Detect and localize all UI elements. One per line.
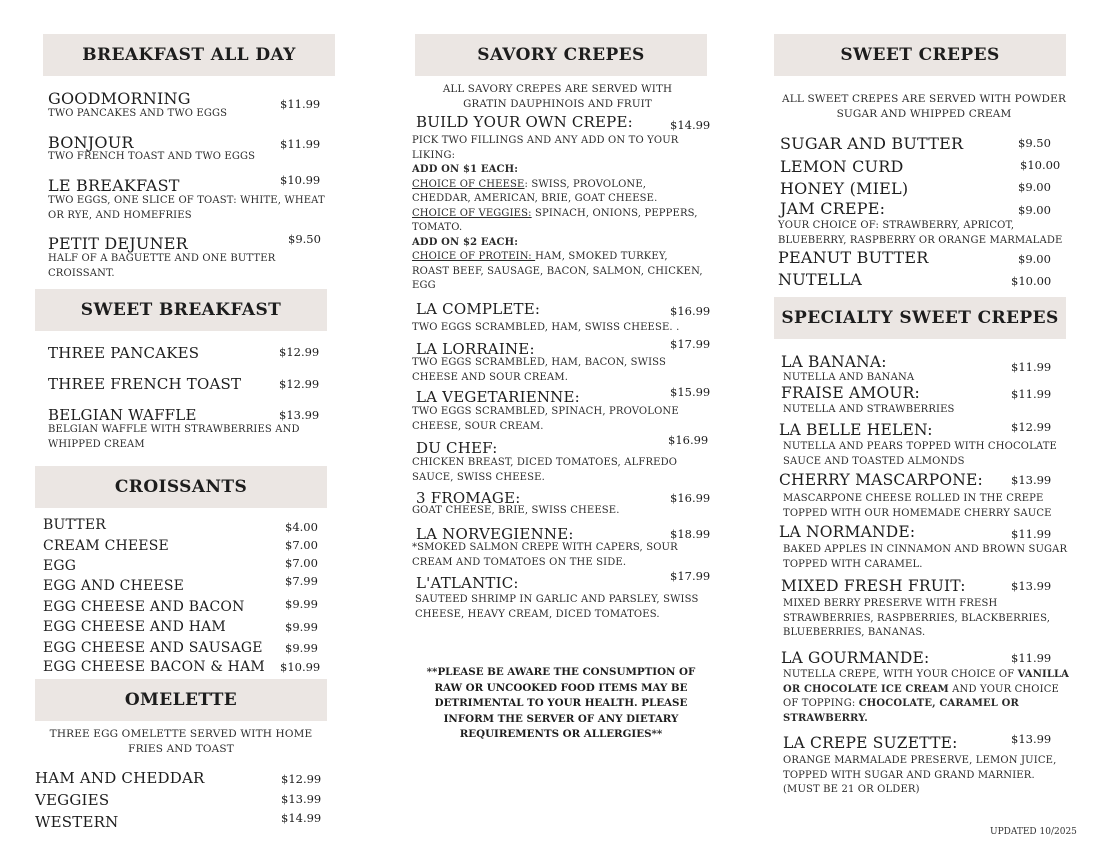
menu-item-name: VEGGIES (35, 791, 110, 809)
menu-item-desc: TWO EGGS, ONE SLICE OF TOAST: WHITE, WHEAT OR RYE, AND HOMEFRIES (48, 195, 325, 221)
menu-item-price: $9.00 (1018, 203, 1051, 217)
menu-item-desc: TWO EGGS SCRAMBLED, HAM, SWISS CHEESE. . (412, 322, 680, 333)
menu-item-name: EGG CHEESE AND SAUSAGE (43, 640, 263, 656)
veggie-choice (412, 207, 707, 236)
menu-item-desc: GOAT CHEESE, BRIE, SWISS CHEESE. (412, 505, 620, 516)
menu-item-name: JAM CREPE: (780, 199, 886, 218)
menu-item-price: $11.99 (1011, 360, 1052, 374)
menu-item-price: $18.99 (670, 527, 711, 541)
menu-item-price: $14.99 (281, 811, 322, 825)
menu-item-price: $9.50 (288, 232, 321, 246)
cheese-label: CHOICE OF CHEESE (412, 178, 525, 190)
menu-item-price: $12.99 (279, 345, 320, 359)
menu-item-price: $12.99 (281, 772, 322, 786)
gourmande-desc-b: VANILLA OR CHOCOLATE ICE CREAM (783, 669, 1070, 695)
menu-item-name: PEANUT BUTTER (778, 248, 929, 267)
menu-item-price: $10.99 (280, 173, 321, 187)
protein-choice (412, 250, 707, 294)
menu-item-price: $10.00 (1020, 158, 1061, 172)
menu-item-desc: TWO EGGS SCRAMBLED, SPINACH, PROVOLONE CHEESE, SOUR CREAM. (412, 406, 679, 432)
omelette-subtitle: THREE EGG OMELETTE SERVED WITH HOME FRIES AND TOAST (49, 728, 313, 755)
menu-item-name: EGG AND CHEESE (43, 578, 185, 594)
specialty-header (774, 297, 1066, 339)
menu-item-name: BONJOUR (48, 133, 134, 152)
menu-item-price: $11.99 (1011, 651, 1052, 665)
menu-item-price: $17.99 (670, 569, 711, 583)
menu-item-name: EGG (43, 558, 77, 574)
savory-subtitle: ALL SAVORY CREPES ARE SERVED WITH GRATIN DAUPHINOIS AND FRUIT (442, 83, 673, 110)
sweet-subtitle: ALL SWEET CREPES ARE SERVED WITH POWDER SUGAR AND WHIPPED CREAM (781, 93, 1066, 120)
menu-item-desc: SAUTEED SHRIMP IN GARLIC AND PARSLEY, SWISS CHEESE, HEAVY CREAM, DICED TOMATOES. (415, 594, 699, 620)
menu-item-desc: ORANGE MARMALADE PRESERVE, LEMON JUICE, TOPPED WITH SUGAR AND GRAND MARNIER. (MUST BE 21 OR OLDER) (783, 755, 1057, 795)
omelette-title: OMELETTE (124, 690, 238, 710)
cheese-choice (412, 178, 707, 207)
menu-item-desc (783, 668, 1075, 726)
menu-item-desc: HALF OF A BAGUETTE AND ONE BUTTER CROISSANT. (48, 253, 276, 279)
menu-item-desc: TWO PANCAKES AND TWO EGGS (48, 108, 228, 119)
menu-item-desc: MIXED BERRY PRESERVE WITH FRESH STRAWBERRIES, RASPBERRIES, BLACKBERRIES, BLUEBERRIES, BANANAS. (783, 598, 1051, 638)
add-on-2-label: ADD ON $2 EACH: (412, 236, 519, 248)
menu-item-price: $16.99 (670, 304, 711, 318)
menu-item-name: LA LORRAINE: (416, 340, 535, 358)
menu-item-name: LE BREAKFAST (48, 176, 180, 195)
menu-item-name: GOODMORNING (48, 89, 191, 108)
menu-item-price: $9.50 (1018, 136, 1051, 150)
menu-item-name: CHERRY MASCARPONE: (779, 471, 983, 489)
sweet-header (774, 34, 1066, 76)
menu-item-price: $15.99 (670, 385, 711, 399)
specialty-title: SPECIALTY SWEET CREPES (781, 308, 1059, 328)
menu-item-price: $9.99 (285, 597, 318, 611)
menu-item-price: $9.00 (1018, 180, 1051, 194)
menu-item-price: $11.99 (280, 137, 321, 151)
menu-item-price: $16.99 (670, 491, 711, 505)
menu-item-price: $11.99 (1011, 387, 1052, 401)
menu-item-name: 3 FROMAGE: (416, 489, 521, 507)
menu-item-price: $13.99 (1011, 473, 1052, 487)
menu-item-name: WESTERN (35, 813, 119, 831)
menu-item-price: $13.99 (1011, 732, 1052, 746)
menu-item-name: LA BELLE HELEN: (779, 421, 933, 439)
menu-item-desc: MASCARPONE CHEESE ROLLED IN THE CREPE TOPPED WITH OUR HOMEMADE CHERRY SAUCE (783, 493, 1052, 519)
breakfast-title: BREAKFAST ALL DAY (82, 45, 296, 65)
menu-item-desc: NUTELLA AND STRAWBERRIES (783, 404, 955, 415)
menu-item-price: $7.00 (285, 556, 318, 570)
menu-item-name: EGG CHEESE BACON & HAM (43, 659, 265, 675)
sweet-breakfast-header (35, 289, 327, 331)
menu-item-price: $17.99 (670, 337, 711, 351)
menu-item-desc: NUTELLA AND BANANA (783, 372, 915, 383)
menu-item-name: NUTELLA (778, 270, 863, 289)
menu-item-name: MIXED FRESH FRUIT: (781, 577, 966, 595)
menu-item-price: $11.99 (1011, 527, 1052, 541)
menu-item-name: LA BANANA: (781, 353, 887, 371)
menu-item-name: HONEY (MIEL) (780, 179, 909, 198)
protein-text: HAM, SMOKED TURKEY, ROAST BEEF, SAUSAGE, BACON, SALMON, CHICKEN, EGG (412, 251, 703, 291)
menu-item-name: L'ATLANTIC: (416, 574, 519, 592)
menu-item-price: $11.99 (280, 97, 321, 111)
menu-item-name: LA CREPE SUZETTE: (783, 734, 958, 752)
menu-item-price: $12.99 (1011, 420, 1052, 434)
add-on-1-label: ADD ON $1 EACH: (412, 164, 519, 175)
omelette-header (35, 679, 327, 721)
menu-item-desc: BELGIAN WAFFLE WITH STRAWBERRIES AND WHIPPED CREAM (48, 424, 300, 450)
menu-item-price: $13.99 (281, 792, 322, 806)
menu-item-name: LA NORVEGIENNE: (416, 525, 574, 543)
menu-item-price: $10.00 (1011, 274, 1052, 288)
menu-item-price: $14.99 (670, 118, 711, 132)
menu-item-name: EGG CHEESE AND HAM (43, 619, 226, 635)
croissants-title: CROISSANTS (114, 477, 248, 497)
menu-item-price: $7.00 (285, 538, 318, 552)
menu-item-name: LA GOURMANDE: (781, 649, 930, 667)
gourmande-desc-c: AND YOUR CHOICE OF TOPPING: (783, 683, 1059, 709)
menu-item-desc: YOUR CHOICE OF: STRAWBERRY, APRICOT, BLUEBERRY, RASPBERRY OR ORANGE MARMALADE (778, 220, 1063, 246)
menu-item-price: $16.99 (668, 433, 709, 447)
menu-item-price: $7.99 (285, 574, 318, 588)
menu-item-price: $9.99 (285, 620, 318, 634)
menu-item-name: DU CHEF: (416, 439, 498, 457)
menu-item-name: LA VEGETARIENNE: (416, 388, 580, 406)
byo-intro: PICK TWO FILLINGS AND ANY ADD ON TO YOUR LIKING: (412, 135, 679, 161)
menu-item-price: $9.00 (1018, 252, 1051, 266)
sweet-title: SWEET CREPES (840, 45, 1000, 65)
menu-item-price: $10.99 (280, 660, 321, 674)
menu-item-name: EGG CHEESE AND BACON (43, 599, 245, 615)
menu-item-name: THREE PANCAKES (48, 344, 200, 362)
menu-item-price: $9.99 (285, 641, 318, 655)
menu-item-name: HAM AND CHEDDAR (35, 769, 205, 787)
menu-item-name: BUTTER (43, 517, 106, 533)
menu-item-desc: CHICKEN BREAST, DICED TOMATOES, ALFREDO SAUCE, SWISS CHEESE. (412, 457, 678, 483)
byo-description (412, 134, 707, 294)
menu-item-name: LEMON CURD (780, 157, 904, 176)
veggie-text: SPINACH, ONIONS, PEPPERS, TOMATO. (412, 207, 698, 233)
gourmande-desc-d: CHOCOLATE, CARAMEL OR STRAWBERRY. (783, 698, 1019, 724)
menu-item-name: FRAISE AMOUR: (781, 384, 920, 402)
cheese-text: : SWISS, PROVOLONE, CHEDDAR, AMERICAN, BRIE, GOAT CHEESE. (412, 178, 658, 204)
menu-item-name: SUGAR AND BUTTER (780, 134, 964, 153)
updated-date: UPDATED 10/2025 (990, 827, 1077, 837)
menu-item-name: PETIT DEJUNER (48, 234, 188, 253)
menu-item-desc: BAKED APPLES IN CINNAMON AND BROWN SUGAR TOPPED WITH CARAMEL. (783, 544, 1068, 570)
menu-item-price: $4.00 (285, 520, 318, 534)
menu-item-price: $13.99 (279, 408, 320, 422)
breakfast-header (43, 34, 335, 76)
savory-title: SAVORY CREPES (477, 45, 645, 65)
menu-item-name: THREE FRENCH TOAST (48, 375, 242, 393)
menu-item-name: BUILD YOUR OWN CREPE: (416, 113, 633, 131)
menu-item-desc: NUTELLA AND PEARS TOPPED WITH CHOCOLATE SAUCE AND TOASTED ALMONDS (783, 441, 1057, 467)
croissants-header (35, 466, 327, 508)
menu-item-desc: TWO FRENCH TOAST AND TWO EGGS (48, 151, 256, 162)
protein-label: CHOICE OF PROTEIN: (412, 251, 536, 262)
menu-item-name: CREAM CHEESE (43, 538, 169, 554)
allergy-warning: **PLEASE BE AWARE THE CONSUMPTION OF RAW OR UNCOOKED FOOD ITEMS MAY BE DETRIMENTAL TO YOUR HEALTH. PLEASE INFORM THE SERVER OF ANY DIETARY REQUIREMENTS OR ALLERGIES** (426, 666, 696, 740)
veggie-label: CHOICE OF VEGGIES: (412, 207, 532, 219)
sweet-breakfast-title: SWEET BREAKFAST (80, 300, 282, 320)
menu-item-price: $13.99 (1011, 579, 1052, 593)
menu-item-price: $12.99 (279, 377, 320, 391)
menu-item-desc: *SMOKED SALMON CREPE WITH CAPERS, SOUR CREAM AND TOMATOES ON THE SIDE. (412, 542, 678, 568)
menu-item-name: LA NORMANDE: (779, 523, 916, 541)
menu-item-name: BELGIAN WAFFLE (48, 406, 197, 424)
savory-header (415, 34, 707, 76)
menu-item-name: LA COMPLETE: (416, 300, 541, 318)
gourmande-desc-a: NUTELLA CREPE, WITH YOUR CHOICE OF (783, 669, 1018, 680)
menu-item-desc: TWO EGGS SCRAMBLED, HAM, BACON, SWISS CHEESE AND SOUR CREAM. (412, 357, 667, 383)
